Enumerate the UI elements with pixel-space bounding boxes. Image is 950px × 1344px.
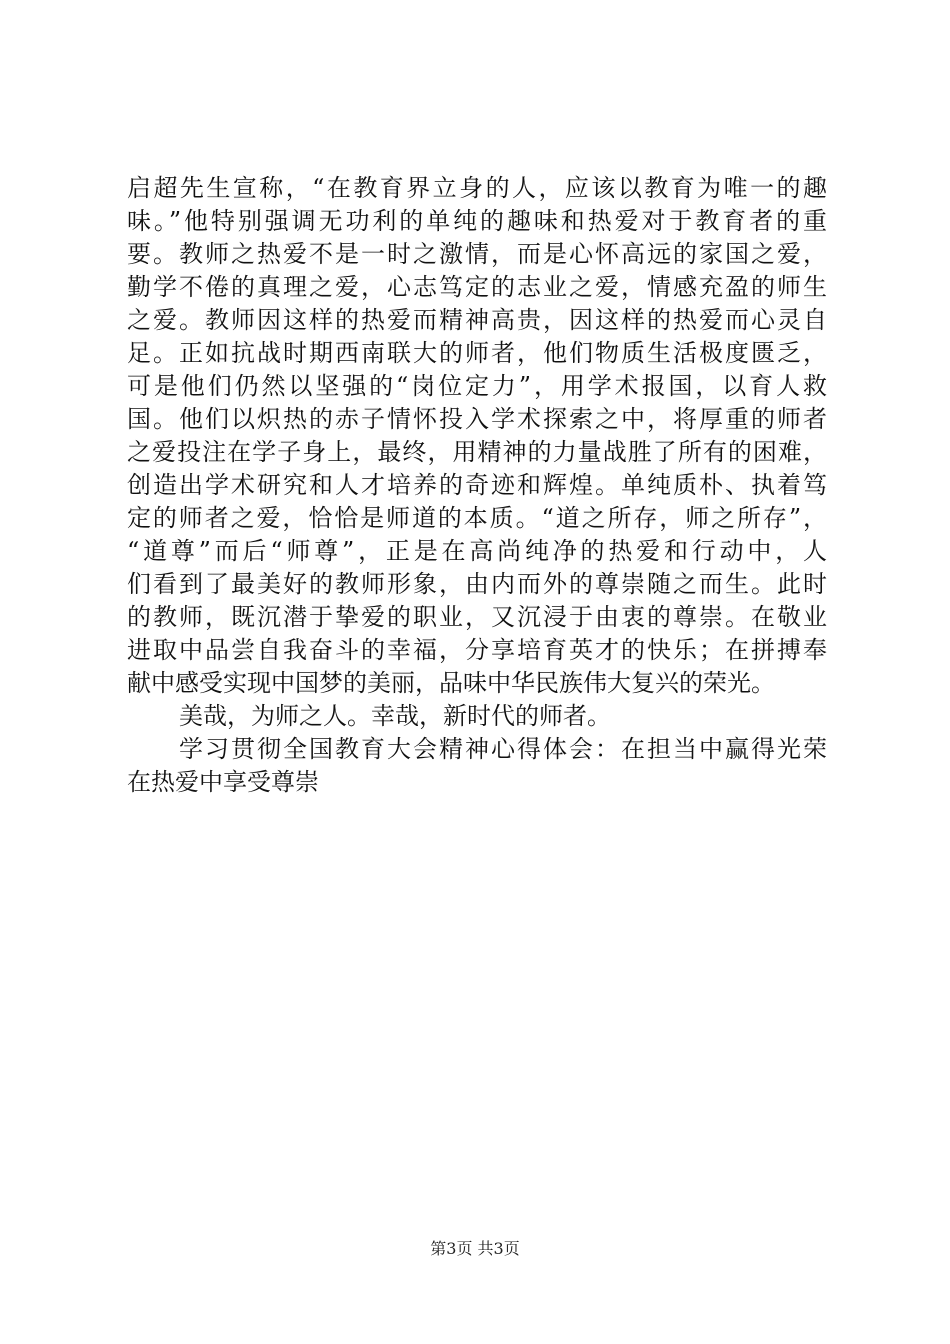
text-line: 创造出学术研究和人才培养的奇迹和辉煌。单纯质朴、执着笃 bbox=[127, 471, 827, 499]
text-line: 勤学不倦的真理之爱，心志笃定的志业之爱，情感充盈的师生 bbox=[127, 273, 827, 301]
text-line: 美哉，为师之人。幸哉，新时代的师者。 bbox=[179, 702, 611, 730]
page-footer: 第3页 共3页 bbox=[430, 1239, 520, 1258]
text-line: 进取中品尝自我奋斗的幸福，分享培育英才的快乐；在拼搏奉 bbox=[127, 636, 827, 664]
text-line: 之爱。教师因这样的热爱而精神高贵，因这样的热爱而心灵自 bbox=[127, 306, 827, 334]
text-line: 国。他们以炽热的赤子情怀投入学术探索之中，将厚重的师者 bbox=[127, 405, 827, 433]
text-line: “道尊”而后“师尊”，正是在高尚纯净的热爱和行动中，人 bbox=[127, 537, 827, 565]
text-line: 在热爱中享受尊崇 bbox=[127, 768, 319, 796]
text-line: 味。”他特别强调无功利的单纯的趣味和热爱对于教育者的重 bbox=[127, 207, 827, 235]
text-line: 可是他们仍然以坚强的“岗位定力”，用学术报国，以育人救 bbox=[127, 372, 827, 400]
text-line: 的教师，既沉潜于挚爱的职业，又沉浸于由衷的尊崇。在敬业 bbox=[127, 603, 827, 631]
paragraph-closing bbox=[127, 700, 827, 733]
text-line: 要。教师之热爱不是一时之激情，而是心怀高远的家国之爱， bbox=[127, 240, 827, 268]
text-line: 启超先生宣称，“在教育界立身的人，应该以教育为唯一的趣 bbox=[127, 174, 827, 202]
body-text bbox=[127, 172, 827, 799]
paragraph-title bbox=[127, 733, 827, 799]
paragraph-main bbox=[127, 172, 827, 700]
text-line: 们看到了最美好的教师形象，由内而外的尊崇随之而生。此时 bbox=[127, 570, 827, 598]
text-line: 足。正如抗战时期西南联大的师者，他们物质生活极度匮乏， bbox=[127, 339, 827, 367]
text-line: 之爱投注在学子身上，最终，用精神的力量战胜了所有的困难， bbox=[127, 438, 827, 466]
text-line: 学习贯彻全国教育大会精神心得体会：在担当中赢得光荣 bbox=[179, 735, 827, 763]
text-line: 献中感受实现中国梦的美丽，品味中华民族伟大复兴的荣光。 bbox=[127, 669, 775, 697]
text-line: 定的师者之爱，恰恰是师道的本质。“道之所存，师之所存”， bbox=[127, 504, 827, 532]
